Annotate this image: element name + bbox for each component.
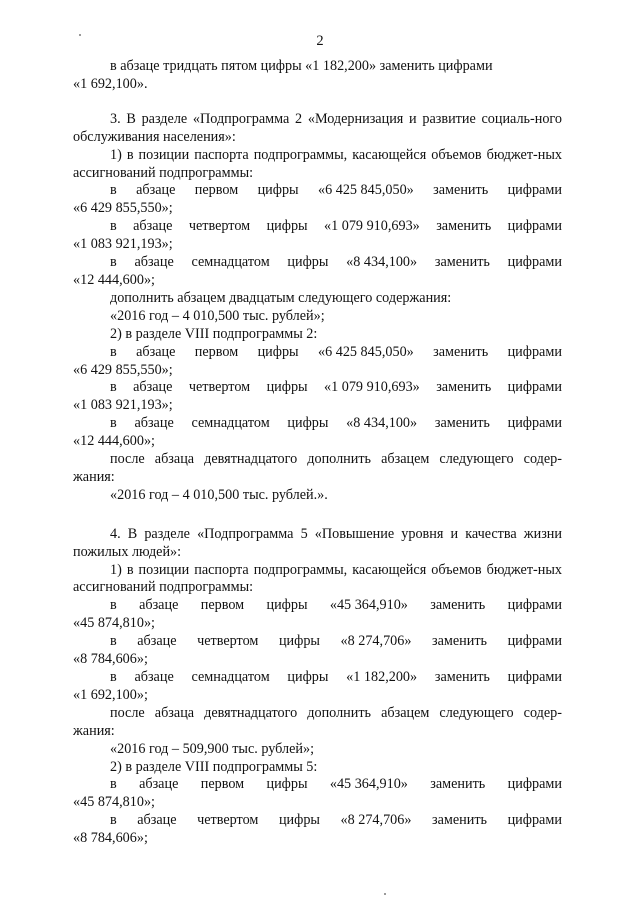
replacement-row: в абзаце первом цифры «6 425 845,050» заменить цифрами [110,182,562,199]
paragraph: 2) в разделе VIII подпрограммы 2: [110,325,318,342]
replacement-row: в абзаце первом цифры «6 425 845,050» заменить цифрами [110,343,562,360]
paragraph-continuation: «1 083 921,193»; [73,236,173,253]
replacement-row: в абзаце семнадцатом цифры «8 434,100» заменить цифрами [110,415,562,432]
paragraph-continuation: «1 692,100». [73,75,148,92]
paragraph: «2016 год – 4 010,500 тыс. рублей»; [110,307,325,324]
paragraph-continuation: «8 784,606»; [73,651,148,668]
replacement-row: в абзаце четвертом цифры «1 079 910,693» заменить цифрами [110,379,562,396]
paragraph: после абзаца девятнадцатого дополнить абзацем следующего содер-жания: [73,451,562,485]
paragraph: «2016 год – 509,900 тыс. рублей»; [110,740,315,757]
paragraph: 1) в позиции паспорта подпрограммы, касающейся объемов бюджет-ных ассигнований подпрограммы: [73,146,562,181]
scan-dot [384,893,386,895]
replacement-row: в абзаце первом цифры «45 364,910» заменить цифрами [110,597,562,614]
paragraph-continuation: «6 429 855,550»; [73,200,173,217]
paragraph: 2) в разделе VIII подпрограммы 5: [110,758,318,775]
paragraph-continuation: «1 083 921,193»; [73,397,173,414]
paragraph-continuation: «8 784,606»; [73,830,148,847]
document-body [73,58,562,848]
paragraph-continuation: «6 429 855,550»; [73,361,173,378]
paragraph-continuation: «45 874,810»; [73,615,155,632]
paragraph-continuation: «1 692,100»; [73,686,148,703]
paragraph: в абзаце тридцать пятом цифры «1 182,200» заменить цифрами [110,58,493,74]
paragraph-continuation: «45 874,810»; [73,794,155,811]
paragraph: после абзаца девятнадцатого дополнить абзацем следующего содер-жания: [73,704,562,739]
paragraph: «2016 год – 4 010,500 тыс. рублей.». [110,486,328,503]
paragraph-continuation: «12 444,600»; [73,271,155,288]
replacement-row: в абзаце четвертом цифры «8 274,706» заменить цифрами [110,633,562,650]
replacement-row: в абзаце первом цифры «45 364,910» заменить цифрами [110,776,562,793]
paragraph-continuation: «12 444,600»; [73,433,155,450]
replacement-row: в абзаце семнадцатом цифры «8 434,100» заменить цифрами [110,254,562,271]
replacement-row: в абзаце четвертом цифры «8 274,706» заменить цифрами [110,812,562,829]
section-heading-4: 4. В разделе «Подпрограмма 5 «Повышение уровня и качества жизни пожилых людей»: [73,525,562,560]
page-number: 2 [316,33,324,49]
section-heading-3: 3. В разделе «Подпрограмма 2 «Модернизация и развитие социаль-ного обслуживания населения»: [73,110,562,145]
replacement-row: в абзаце четвертом цифры «1 079 910,693» заменить цифрами [110,218,562,235]
paragraph: 1) в позиции паспорта подпрограммы, касающейся объемов бюджет-ных ассигнований подпрограммы: [73,561,562,596]
scan-dot [79,34,81,36]
replacement-row: в абзаце семнадцатом цифры «1 182,200» заменить цифрами [110,669,562,685]
paragraph: дополнить абзацем двадцатым следующего содержания: [110,289,452,306]
